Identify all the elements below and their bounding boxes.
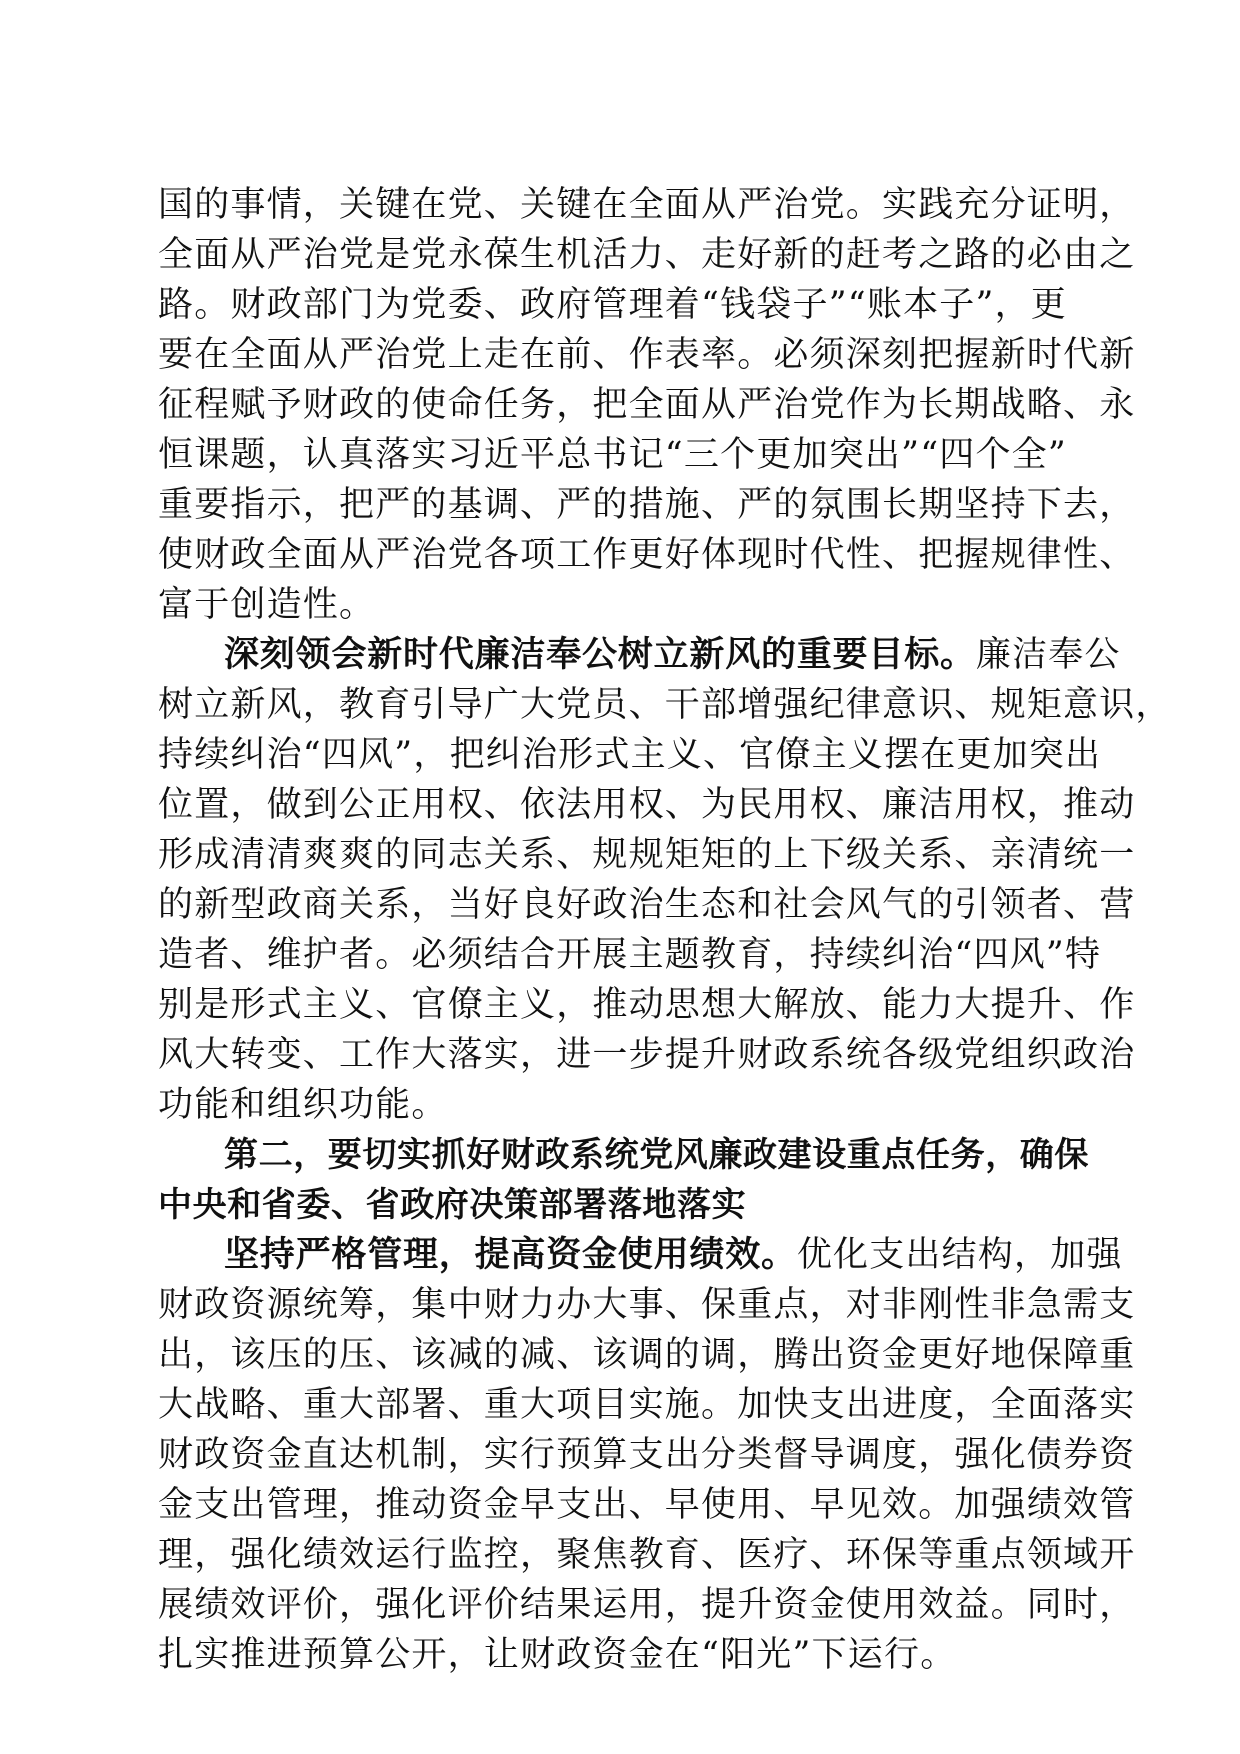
paragraph-1 (158, 180, 1136, 630)
text-line: 扎实推进预算公开，让财政资金在“阳光”下运行。 (158, 1635, 957, 1675)
text-line: 路。财政部门为党委、政府管理着“钱袋子”“账本子”，更 (158, 285, 1067, 325)
text-line: 金支出管理，推动资金早支出、早使用、早见效。加强绩效管 (158, 1485, 1136, 1525)
text-line: 要在全面从严治党上走在前、作表率。必须深刻把握新时代新 (158, 335, 1136, 375)
text-line: 财政资源统筹，集中财力办大事、保重点，对非刚性非急需支 (158, 1285, 1136, 1325)
text-line: 恒课题，认真落实习近平总书记“三个更加突出”“四个全” (158, 435, 1067, 475)
paragraph-lead-heading: 深刻领会新时代廉洁奉公树立新风的重要目标。 (224, 635, 976, 675)
text-line: 大战略、重大部署、重大项目实施。加快支出进度，全面落实 (158, 1385, 1136, 1425)
text-line: 造者、维护者。必须结合开展主题教育，持续纠治“四风”特 (158, 935, 1102, 975)
text-line: 全面从严治党是党永葆生机活力、走好新的赶考之路的必由之 (158, 235, 1136, 275)
text-line: 使财政全面从严治党各项工作更好体现时代性、把握规律性、 (158, 535, 1136, 575)
paragraph-3 (158, 1230, 1136, 1680)
paragraph-first-line (158, 1230, 1123, 1280)
text-line: 征程赋予财政的使命任务，把全面从严治党作为长期战略、永 (158, 385, 1136, 425)
text-line: 国的事情，关键在党、关键在全面从严治党。实践充分证明， (158, 185, 1136, 225)
text-line: 理，强化绩效运行监控，聚焦教育、医疗、环保等重点领域开 (158, 1535, 1136, 1575)
text-line: 重要指示，把严的基调、严的措施、严的氛围长期坚持下去， (158, 485, 1136, 525)
paragraph-lead-heading: 坚持严格管理，提高资金使用绩效。 (224, 1235, 797, 1275)
text-line: 风大转变、工作大落实，进一步提升财政系统各级党组织政治 (158, 1035, 1136, 1075)
document-body (158, 180, 1172, 1680)
text-line: 展绩效评价，强化评价结果运用，提升资金使用效益。同时， (158, 1585, 1136, 1625)
section-heading-line-1: 第二，要切实抓好财政系统党风廉政建设重点任务，确保 (224, 1135, 1089, 1175)
text-line: 持续纠治“四风”，把纠治形式主义、官僚主义摆在更加突出 (158, 735, 1102, 775)
text-line: 的新型政商关系，当好良好政治生态和社会风气的引领者、营 (158, 885, 1136, 925)
text-line: 富于创造性。 (158, 585, 376, 625)
text-line: 功能和组织功能。 (158, 1085, 448, 1125)
paragraph-first-line (158, 630, 1121, 680)
paragraph-lead-rest: 廉洁奉公 (975, 635, 1121, 675)
section-heading (158, 1130, 1090, 1230)
section-heading-line-2: 中央和省委、省政府决策部署落地落实 (158, 1185, 747, 1225)
text-line: 位置，做到公正用权、依法用权、为民用权、廉洁用权，推动 (158, 785, 1136, 825)
text-line: 别是形式主义、官僚主义，推动思想大解放、能力大提升、作 (158, 985, 1136, 1025)
paragraph-lead-rest: 优化支出结构，加强 (796, 1235, 1123, 1275)
paragraph-2 (158, 630, 1172, 1130)
text-line: 形成清清爽爽的同志关系、规规矩矩的上下级关系、亲清统一 (158, 835, 1136, 875)
text-line: 出，该压的压、该减的减、该调的调，腾出资金更好地保障重 (158, 1335, 1136, 1375)
text-line: 财政资金直达机制，实行预算支出分类督导调度，强化债券资 (158, 1435, 1136, 1475)
text-line: 树立新风，教育引导广大党员、干部增强纪律意识、规矩意识， (158, 685, 1172, 725)
